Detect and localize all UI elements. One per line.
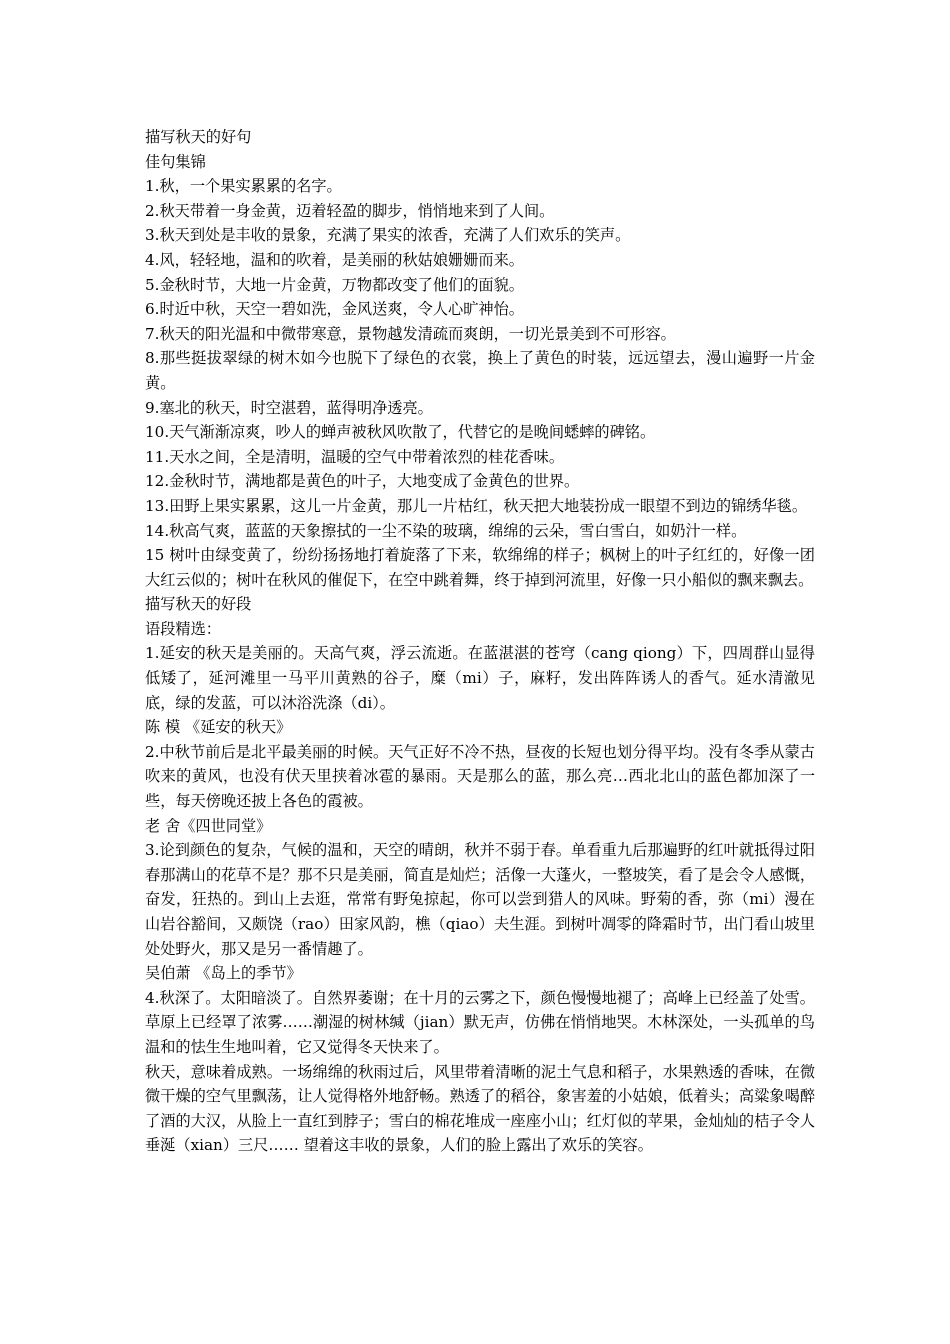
document-page — [145, 125, 815, 1158]
passage-text: 4.秋深了。太阳暗淡了。自然界萎谢；在十月的云雾之下，颜色慢慢地褪了；高峰上已经盖了处雪。草原上已经罩了浓雾……潮湿的树林缄（jian）默无声，仿佛在悄悄地哭。木林深处，一头孤单的鸟温和的怯生生地叫着，它又觉得冬天快来了。 — [145, 988, 815, 1056]
list-item: 13.田野上果实累累，这儿一片金黄，那儿一片枯红，秋天把大地装扮成一眼望不到边的锦绣华毯。 — [145, 496, 808, 515]
list-item: 12.金秋时节，满地都是黄色的叶子，大地变成了金黄色的世界。 — [145, 472, 580, 491]
passage-source: 吴伯萧 《岛上的季节》 — [145, 964, 302, 983]
list-item: 14.秋高气爽，蓝蓝的天象擦拭的一尘不染的玻璃，绵绵的云朵，雪白雪白，如奶汁一样。 — [145, 521, 747, 540]
section-heading-good-sentences: 佳句集锦 — [145, 152, 206, 171]
list-item: 8.那些挺拔翠绿的树木如今也脱下了绿色的衣裳，换上了黄色的时装，远远望去，漫山遍野一片金黄。 — [145, 349, 815, 392]
passage-text: 1.延安的秋天是美丽的。天高气爽，浮云流逝。在蓝湛湛的苍穹（cang qiong）下，四周群山显得低矮了，延河滩里一马平川黄熟的谷子，糜（mi）子，麻籽，发出阵阵诱人的香气。延水清澈见底，绿的发蓝，可以沐浴洗涤（di）。 — [145, 644, 815, 712]
list-item: 2.秋天带着一身金黄，迈着轻盈的脚步，悄悄地来到了人间。 — [145, 201, 555, 220]
list-item: 9.塞北的秋天，时空湛碧，蓝得明净透亮。 — [145, 398, 433, 417]
document-title: 描写秋天的好句 — [145, 128, 252, 146]
passage-text: 2.中秋节前后是北平最美丽的时候。天气正好不冷不热，昼夜的长短也划分得平均。没有冬季从蒙古吹来的黄风，也没有伏天里挟着冰雹的暴雨。天是那么的蓝，那么亮…西北北山的蓝色都加深了一些，每天傍晚还披上各色的霞被。 — [145, 742, 815, 811]
list-item: 5.金秋时节，大地一片金黄，万物都改变了他们的面貌。 — [145, 275, 524, 294]
list-item: 1.秋，一个果实累累的名字。 — [145, 177, 342, 196]
list-item: 11.天水之间，全是清明，温暖的空气中带着浓烈的桂花香味。 — [145, 447, 565, 466]
list-item: 15 树叶由绿变黄了，纷纷扬扬地打着旋落了下来，软绵绵的样子；枫树上的叶子红红的，好像一团大红云似的；树叶在秋风的催促下，在空中跳着舞，终于掉到河流里，好像一只小船似的飘来飘去。 — [145, 546, 815, 589]
list-item: 7.秋天的阳光温和中微带寒意，景物越发清疏而爽朗，一切光景美到不可形容。 — [145, 324, 676, 343]
section-heading-good-paragraphs: 描写秋天的好段 — [145, 595, 252, 614]
list-item: 4.风，轻轻地，温和的吹着，是美丽的秋姑娘姗姗而来。 — [145, 250, 524, 269]
passage-text: 3.论到颜色的复杂，气候的温和，天空的晴朗，秋并不弱于春。单看重九后那遍野的红叶就抵得过阳春那满山的花草不是？那不只是美丽，简直是灿烂；活像一大蓬火，一整坡笑，看了是会令人感慨，奋发，狂热的。到山上去逛，常常有野兔掠起，你可以尝到猎人的风味。野菊的香，弥（mi）漫在山岩谷豁间，又颇饶（rao）田家风韵，樵（qiao）夫生涯。到树叶凋零的降霜时节，出门看山坡里处处野火，那又是另一番情趣了。 — [145, 841, 815, 958]
passage-source: 陈 模 《延安的秋天》 — [145, 718, 292, 737]
closing-paragraph: 秋天，意味着成熟。一场绵绵的秋雨过后，风里带着清晰的泥土气息和稻子，水果熟透的香味，在微微干燥的空气里飘荡，让人觉得格外地舒畅。熟透了的稻谷，象害羞的小姑娘，低着头；高粱象喝醉了酒的大汉，从脸上一直红到脖子；雪白的棉花堆成一座座小山；红灯似的苹果，金灿灿的桔子令人垂涎（xian）三尺…… 望着这丰收的景象，人们的脸上露出了欢乐的笑容。 — [145, 1062, 815, 1155]
passage-source: 老 舍《四世同堂》 — [145, 816, 272, 835]
list-item: 6.时近中秋，天空一碧如洗，金风送爽，令人心旷神怡。 — [145, 300, 524, 319]
section-subheading: 语段精选： — [145, 619, 221, 638]
list-item: 10.天气渐渐凉爽，吵人的蝉声被秋风吹散了，代替它的是晚间蟋蟀的碑铭。 — [145, 423, 656, 442]
list-item: 3.秋天到处是丰收的景象，充满了果实的浓香，充满了人们欢乐的笑声。 — [145, 226, 631, 245]
